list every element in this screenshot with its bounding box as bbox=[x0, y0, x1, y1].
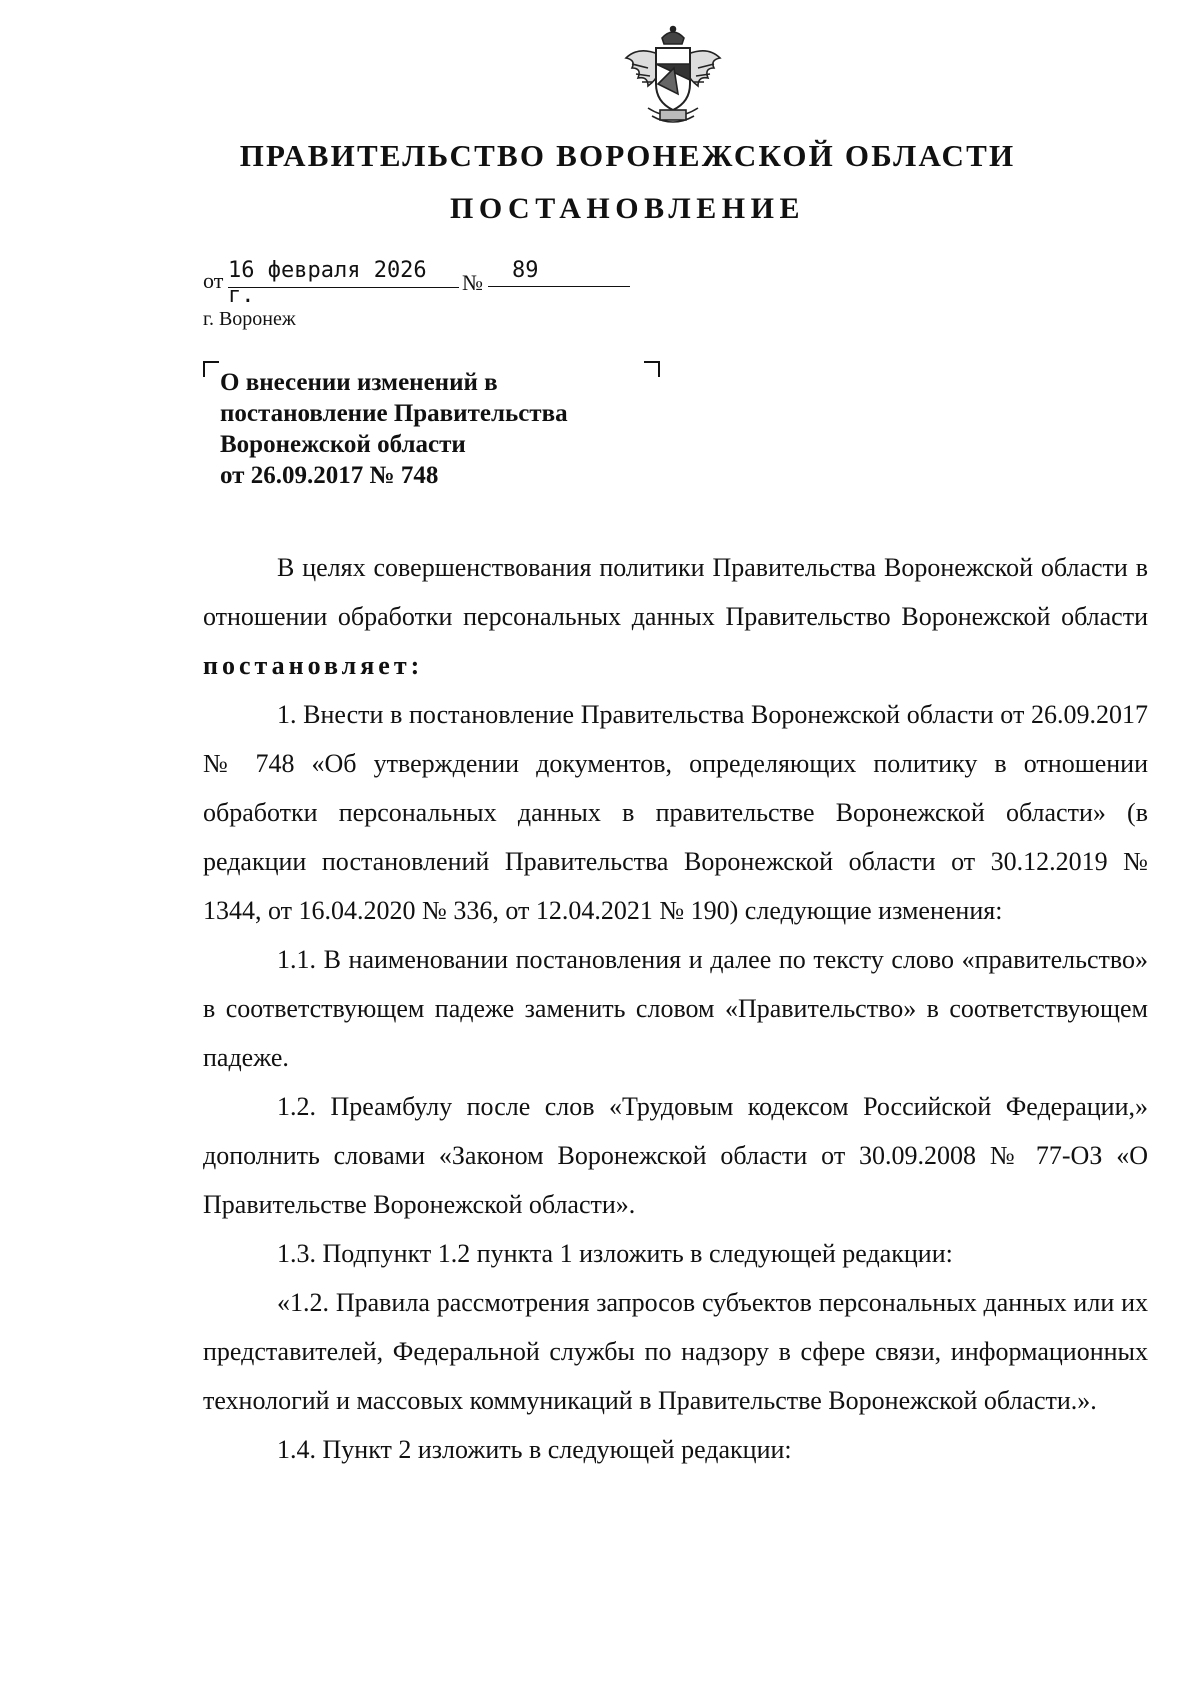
preamble-text: В целях совершенствования политики Правительства Воронежской области в отношении обработки персональных данных Правительство Воронежской области bbox=[203, 553, 1148, 631]
resolves-word: постановляет: bbox=[203, 651, 424, 680]
paragraph-1-3: 1.3. Подпункт 1.2 пункта 1 изложить в следующей редакции: bbox=[277, 1239, 953, 1268]
paragraph-1-3-quote: «1.2. Правила рассмотрения запросов субъектов персональных данных или их представителей, Федеральной службы по надзору в сфере связи, информационных технологий и массовых коммуникаций в Правительстве Воронежской области.». bbox=[203, 1288, 1148, 1415]
document-number: 89 bbox=[488, 258, 630, 287]
document-subject bbox=[220, 367, 660, 491]
date-prefix: от bbox=[203, 268, 224, 293]
paragraph-1-4: 1.4. Пункт 2 изложить в следующей редакции: bbox=[277, 1435, 792, 1464]
subject-line: постановление Правительства bbox=[220, 400, 568, 427]
subject-line: О внесении изменений в bbox=[220, 369, 498, 396]
document-body bbox=[203, 543, 1148, 1474]
subject-corner-left bbox=[203, 361, 219, 377]
subject-line: от 26.09.2017 № 748 bbox=[220, 462, 439, 489]
document-type: ПОСТАНОВЛЕНИЕ bbox=[450, 192, 805, 225]
number-prefix: № bbox=[462, 270, 483, 295]
date-number-line bbox=[203, 258, 673, 308]
subject-line: Воронежской области bbox=[220, 431, 466, 458]
preamble-paragraph bbox=[203, 543, 1148, 690]
document-date: 16 февраля 2026 г. bbox=[228, 258, 459, 288]
paragraph-1-2: 1.2. Преамбулу после слов «Трудовым кодексом Российской Федерации,» дополнить словами «Законом Воронежской области от 30.09.2008 № 77-ОЗ «О Правительстве Воронежской области». bbox=[203, 1092, 1148, 1219]
city: г. Воронеж bbox=[203, 308, 296, 330]
paragraph-1: 1. Внести в постановление Правительства Воронежской области от 26.09.2017 № 748 «Об утверждении документов, определяющих политику в отношении обработки персональных данных в правительстве Воронежской области» (в редакции постановлений Правительства Воронежской области от 30.12.2019 № 1344, от 16.04.2020 № 336, от 12.04.2021 № 190) следующие изменения: bbox=[203, 700, 1148, 925]
government-title: ПРАВИТЕЛЬСТВО ВОРОНЕЖСКОЙ ОБЛАСТИ bbox=[239, 138, 1016, 173]
paragraph-1-1: 1.1. В наименовании постановления и далее по тексту слово «правительство» в соответствующем падеже заменить словом «Правительство» в соответствующем падеже. bbox=[203, 945, 1148, 1072]
coat-of-arms-emblem bbox=[618, 24, 728, 129]
